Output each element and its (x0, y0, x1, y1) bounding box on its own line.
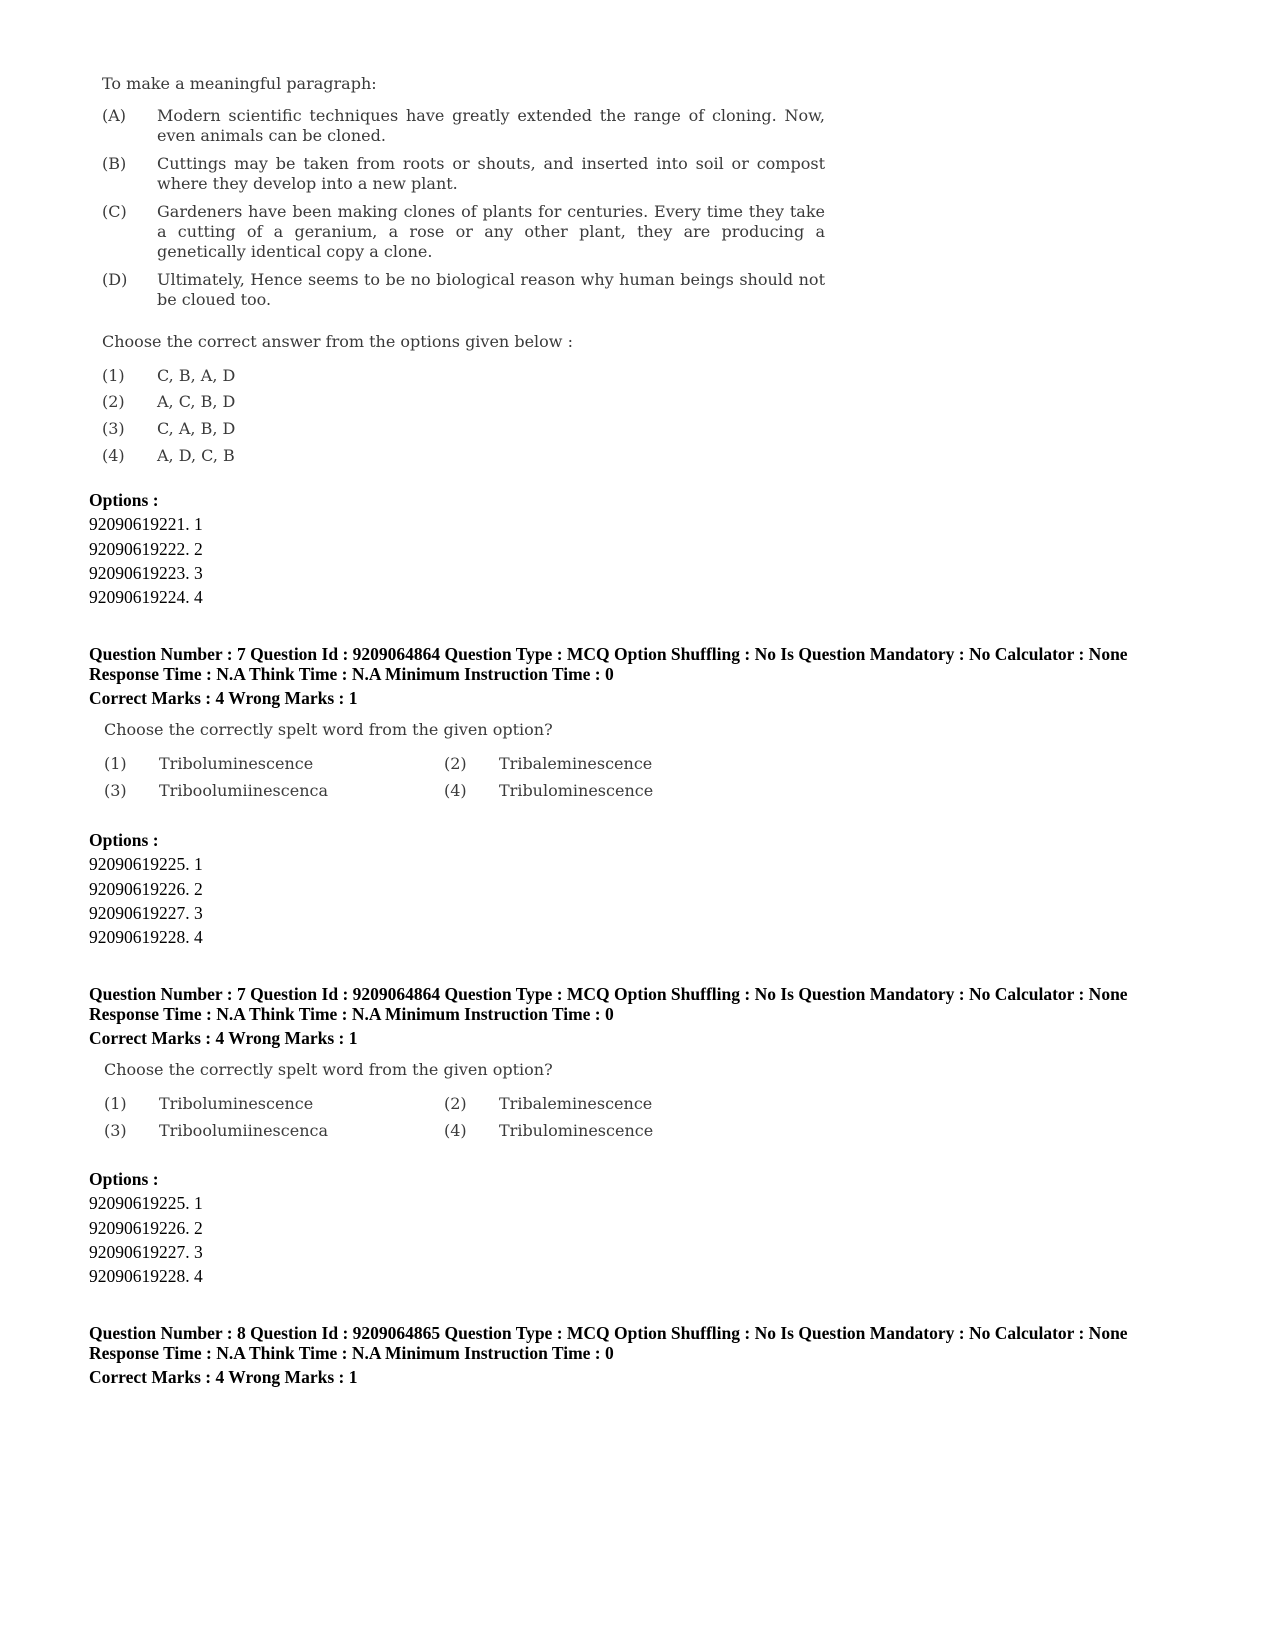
choice-number: (3) (104, 1121, 127, 1140)
question-marks: Correct Marks : 4 Wrong Marks : 1 (89, 1028, 358, 1048)
choice-value: A, C, B, D (157, 392, 236, 411)
paragraph-text: Cuttings may be taken from roots or shouts, and inserted into soil or compost where they develop into a new plant. (157, 154, 825, 193)
options-heading: Options : (89, 1169, 159, 1189)
choice-value: Triboluminescence (159, 754, 314, 773)
choice-number: (1) (104, 1094, 127, 1113)
options-heading: Options : (89, 830, 159, 850)
options-heading: Options : (89, 490, 159, 510)
question-image-spelling (104, 720, 664, 810)
option-item: 92090619224. 4 (89, 587, 203, 607)
choice-number: (4) (444, 1121, 467, 1140)
choice-number: (4) (444, 781, 467, 800)
choice-number: (3) (102, 419, 125, 438)
question-image-paragraph-order (102, 74, 832, 474)
paragraph-text: Gardeners have been making clones of plants for centuries. Every time they take a cutting of a geranium, a rose or any other plant, they are producing a genetically identical copy a clone. (157, 202, 825, 261)
choice-value: C, A, B, D (157, 419, 236, 438)
question-meta-line-2: Response Time : N.A Think Time : N.A Minimum Instruction Time : 0 (89, 1004, 614, 1024)
question-text: Choose the correctly spelt word from the given option? (104, 1060, 553, 1079)
choose-instruction: Choose the correct answer from the options given below : (102, 332, 573, 351)
option-item: 92090619225. 1 (89, 854, 203, 874)
choice-value: Tribulominescence (499, 781, 654, 800)
choice-value: Tribaleminescence (499, 754, 653, 773)
option-item: 92090619228. 4 (89, 1266, 203, 1286)
option-item: 92090619221. 1 (89, 514, 203, 534)
choice-number: (2) (102, 392, 125, 411)
choice-number: (2) (444, 754, 467, 773)
question-meta-line-1: Question Number : 7 Question Id : 9209064864 Question Type : MCQ Option Shuffling : No Is Question Mandatory : No Calculator : None (89, 644, 1128, 664)
paragraph-label: (A) (102, 106, 127, 125)
choice-number: (2) (444, 1094, 467, 1113)
choice-number: (1) (104, 754, 127, 773)
choice-value: Triboolumiinescenca (159, 781, 328, 800)
question-marks: Correct Marks : 4 Wrong Marks : 1 (89, 1367, 358, 1387)
choice-value: Tribaleminescence (499, 1094, 653, 1113)
question-meta-line-2: Response Time : N.A Think Time : N.A Minimum Instruction Time : 0 (89, 1343, 614, 1363)
choice-number: (3) (104, 781, 127, 800)
question-meta-line-2: Response Time : N.A Think Time : N.A Minimum Instruction Time : 0 (89, 664, 614, 684)
paragraph-text: Modern scientific techniques have greatly extended the range of cloning. Now, even animals can be cloned. (157, 106, 825, 145)
paragraph-label: (D) (102, 270, 128, 289)
paragraph-text: Ultimately, Hence seems to be no biological reason why human beings should not be cloued too. (157, 270, 825, 309)
option-item: 92090619228. 4 (89, 927, 203, 947)
option-item: 92090619227. 3 (89, 903, 203, 923)
question-marks: Correct Marks : 4 Wrong Marks : 1 (89, 688, 358, 708)
question-text: Choose the correctly spelt word from the given option? (104, 720, 553, 739)
question-intro: To make a meaningful paragraph: (102, 74, 377, 93)
choice-value: Triboolumiinescenca (159, 1121, 328, 1140)
choice-number: (1) (102, 366, 125, 385)
choice-value: Triboluminescence (159, 1094, 314, 1113)
question-meta-line-1: Question Number : 8 Question Id : 9209064865 Question Type : MCQ Option Shuffling : No Is Question Mandatory : No Calculator : None (89, 1323, 1128, 1343)
choice-value: C, B, A, D (157, 366, 236, 385)
option-item: 92090619226. 2 (89, 879, 203, 899)
option-item: 92090619226. 2 (89, 1218, 203, 1238)
option-item: 92090619225. 1 (89, 1193, 203, 1213)
choice-number: (4) (102, 446, 125, 465)
choice-value: A, D, C, B (157, 446, 235, 465)
question-meta-line-1: Question Number : 7 Question Id : 9209064864 Question Type : MCQ Option Shuffling : No Is Question Mandatory : No Calculator : None (89, 984, 1128, 1004)
question-image-spelling (104, 1060, 664, 1150)
paragraph-label: (B) (102, 154, 127, 173)
option-item: 92090619222. 2 (89, 539, 203, 559)
choice-value: Tribulominescence (499, 1121, 654, 1140)
paragraph-label: (C) (102, 202, 127, 221)
option-item: 92090619227. 3 (89, 1242, 203, 1262)
option-item: 92090619223. 3 (89, 563, 203, 583)
